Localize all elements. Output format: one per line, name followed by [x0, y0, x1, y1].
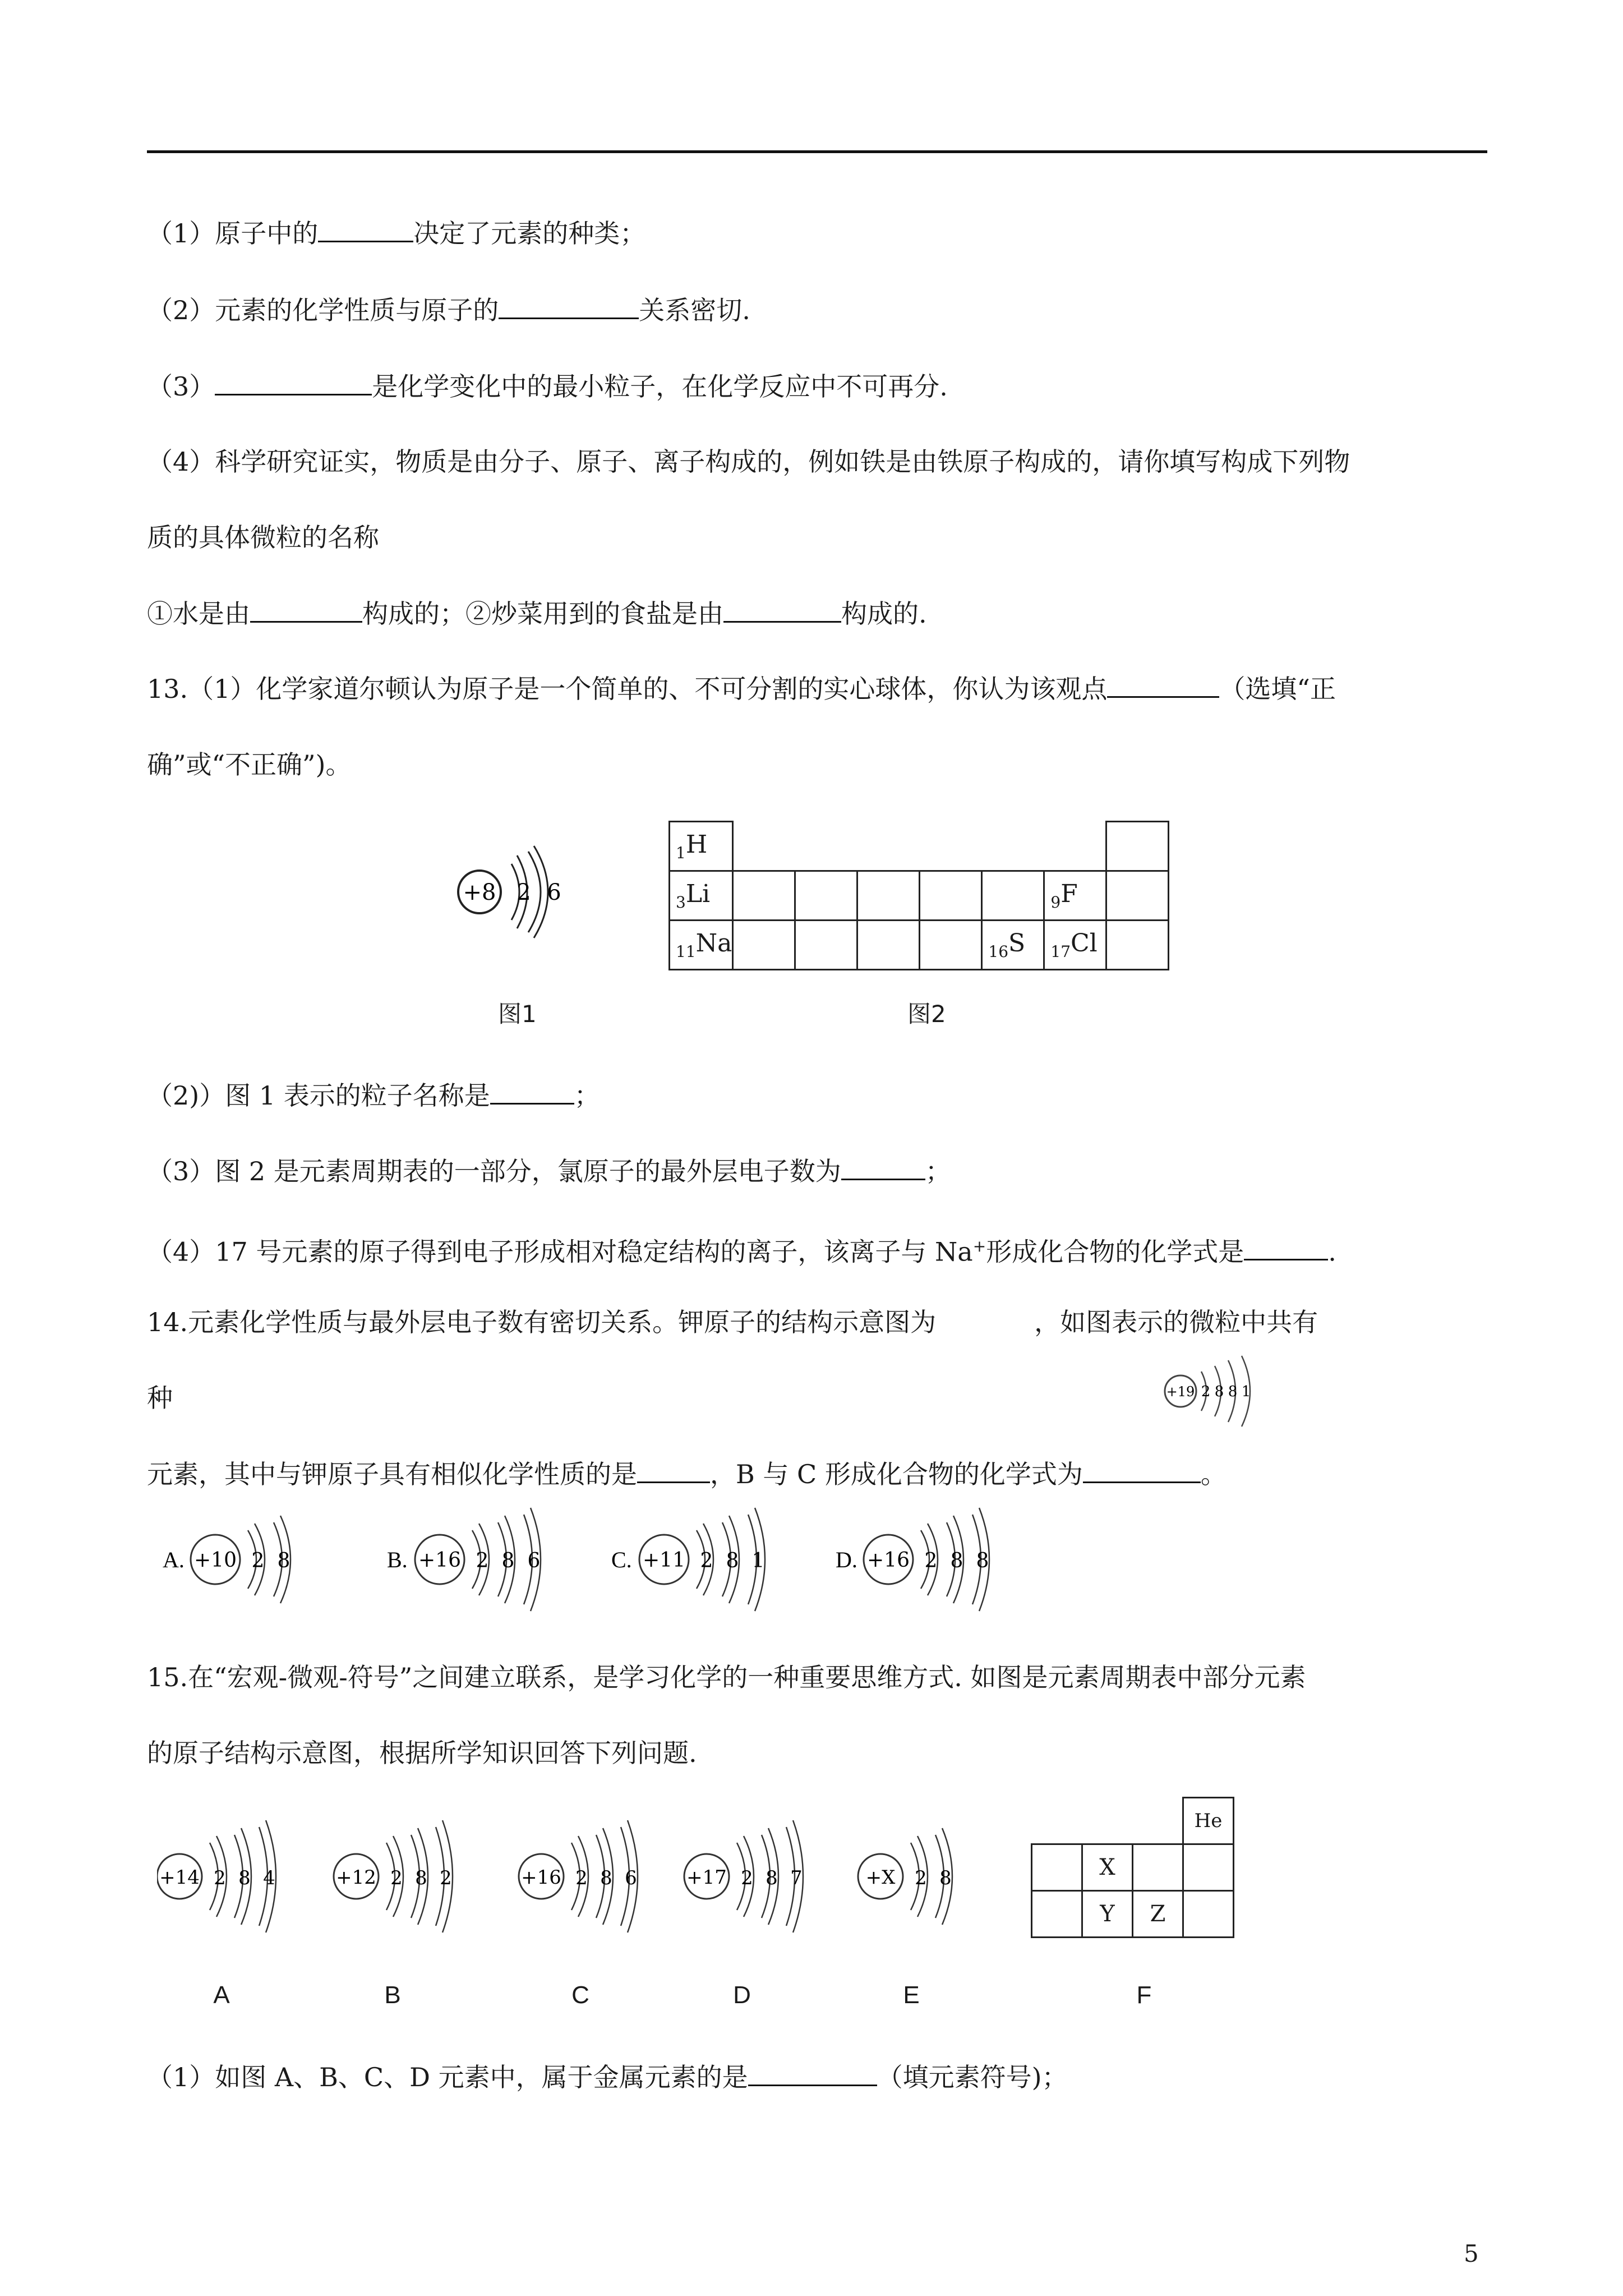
q12-part4: （4）科学研究证实，物质是由分子、原子、离子构成的，例如铁是由铁原子构成的，请你填写构成下列物 — [147, 447, 1350, 477]
label-d: D — [733, 1981, 751, 2009]
cell-he: He — [1183, 1798, 1234, 1844]
q13-part2: （2)）图 1 表示的粒子名称是 ； — [147, 1078, 1487, 1112]
atom-diagram — [611, 1508, 765, 1611]
label-a: A — [213, 1981, 230, 2009]
q12-part2: （2）元素的化学性质与原子的 关系密切. — [147, 293, 1487, 327]
nucleus-charge: +16 — [867, 1549, 910, 1572]
atom-diagram — [836, 1508, 989, 1611]
q12-part4-answers: ①水是由 构成的；②炒菜用到的食盐是由 构成的. — [147, 596, 1487, 631]
q12-part3: （3） 是化学变化中的最小粒子，在化学反应中不可再分. — [147, 369, 1487, 403]
answer-blank[interactable] — [250, 596, 362, 623]
shell-electrons: 2 — [741, 1867, 753, 1889]
shell-electrons: 2 — [390, 1867, 403, 1889]
q15-intro-cont: 的原子结构示意图，根据所学知识回答下列问题. — [147, 1738, 697, 1768]
nucleus-charge: +11 — [643, 1549, 685, 1572]
q12-part1: （1）原子中的 决定了元素的种类； — [147, 216, 1487, 250]
page-number: 5 — [1464, 2240, 1479, 2267]
atom-diagram — [519, 1820, 638, 1932]
q15-intro: 15.在“宏观-微观-符号”之间建立联系，是学习化学的一种重要思维方式. 如图是元素周期表中部分元素 — [147, 1662, 1306, 1692]
fig1-caption: 图1 — [498, 1000, 537, 1028]
nucleus-charge: +12 — [336, 1866, 376, 1889]
cell-f: $_9$F — [1044, 871, 1106, 921]
cell-x: X — [1082, 1844, 1133, 1891]
shell-electrons: 8 — [726, 1549, 739, 1572]
option-label: D. — [836, 1547, 857, 1572]
fig2-periodic-table — [668, 821, 1169, 970]
nucleus-charge: +16 — [521, 1866, 561, 1889]
q14-diagram-group — [163, 1508, 989, 1611]
answer-blank[interactable] — [841, 1154, 925, 1180]
shell-electrons: 8 — [976, 1549, 989, 1572]
shell-electrons: 2 — [214, 1867, 226, 1889]
answer-blank[interactable] — [490, 1078, 574, 1105]
answer-blank[interactable] — [723, 596, 841, 623]
shell-electrons: 8 — [277, 1549, 291, 1572]
answer-blank[interactable] — [1083, 1457, 1201, 1483]
label-e: E — [903, 1981, 920, 2009]
q14-options — [163, 1503, 1015, 1616]
shell-electrons: 7 — [790, 1867, 803, 1889]
nucleus-charge: +17 — [686, 1866, 727, 1889]
answer-blank[interactable] — [318, 216, 413, 242]
atom-diagram — [858, 1828, 952, 1925]
q13-part3: （3）图 2 是元素周期表的一部分，氯原子的最外层电子数为 ； — [147, 1154, 1487, 1188]
cell-na: $_{11}$Na — [670, 921, 733, 970]
cell-cl: $_{17}$Cl — [1044, 921, 1106, 970]
shell-electrons: 8 — [600, 1867, 612, 1889]
cell-s: $_{16}$S — [982, 921, 1044, 970]
fig-f-periodic-table — [1031, 1797, 1234, 1938]
answer-blank[interactable] — [215, 369, 372, 395]
shell-electrons: 8 — [238, 1867, 251, 1889]
answer-blank[interactable] — [748, 2060, 877, 2086]
answer-blank[interactable] — [1244, 1234, 1328, 1260]
q13-part1-cont: 确”或“不正确”)。 — [147, 749, 352, 780]
shell-electrons: 2 — [915, 1867, 927, 1889]
shell-electrons: 2 — [440, 1867, 452, 1889]
shell-electrons: 2 — [924, 1549, 938, 1572]
potassium-atom-diagram — [1161, 1349, 1267, 1433]
nucleus-charge: +19 — [1166, 1384, 1195, 1400]
atom-diagram — [684, 1820, 803, 1932]
cell-y: Y — [1082, 1891, 1133, 1938]
shell-electrons: 8 — [1228, 1383, 1238, 1400]
shell-electrons: 2 — [575, 1867, 588, 1889]
cell-h: $_1$H — [670, 822, 733, 871]
label-c: C — [571, 1981, 589, 2009]
shell-electrons: 8 — [939, 1867, 952, 1889]
q13-part1: 13.（1）化学家道尔顿认为原子是一个简单的、不可分割的实心球体，你认为该观点 （选填“正 — [147, 671, 1487, 706]
option-label: A. — [163, 1547, 185, 1572]
q12-part4-cont: 质的具体微粒的名称 — [147, 522, 379, 553]
q14-question: 元素，其中与钾原子具有相似化学性质的是 ，B 与 C 形成化合物的化学式为 。 — [147, 1457, 1487, 1491]
nucleus-charge: +14 — [159, 1866, 200, 1889]
shell-electrons: 8 — [415, 1867, 427, 1889]
shell-electrons: 8 — [766, 1867, 778, 1889]
shell-electrons: 6 — [547, 880, 561, 905]
q14-intro-cont: 种 — [147, 1383, 173, 1413]
answer-blank[interactable] — [637, 1457, 710, 1483]
nucleus-charge: +8 — [463, 880, 496, 905]
shell-electrons: 4 — [263, 1867, 275, 1889]
cell-li: $_3$Li — [670, 871, 733, 921]
fig1-atom-diagram — [454, 830, 578, 954]
q13-part4: （4）17 号元素的原子得到电子形成相对稳定结构的离子，该离子与 Na+形成化合物的化学式是 . — [147, 1230, 1487, 1268]
shell-electrons: 8 — [1214, 1383, 1224, 1400]
nucleus-charge: +10 — [194, 1549, 237, 1572]
cell-empty — [1106, 822, 1169, 871]
nucleus-charge: +16 — [418, 1549, 461, 1572]
atom-diagram — [387, 1508, 541, 1611]
label-f: F — [1136, 1981, 1152, 2009]
shell-electrons: 1 — [751, 1549, 765, 1572]
header-rule — [147, 150, 1487, 153]
shell-electrons: 2 — [1201, 1383, 1211, 1400]
q15-atoms — [157, 1812, 998, 1941]
cell-z: Z — [1133, 1891, 1183, 1938]
option-label: B. — [387, 1547, 408, 1572]
atom-diagram — [334, 1820, 453, 1932]
shell-electrons: 2 — [251, 1549, 265, 1572]
answer-blank[interactable] — [499, 293, 639, 319]
shell-electrons: 2 — [476, 1549, 489, 1572]
shell-electrons: 8 — [950, 1549, 963, 1572]
answer-blank[interactable] — [1107, 671, 1219, 698]
atom-diagram — [157, 1820, 276, 1932]
shell-electrons: 8 — [501, 1549, 515, 1572]
q15-diagram-group — [157, 1820, 952, 1932]
shell-electrons: 2 — [700, 1549, 713, 1572]
q15-part1: （1）如图 A、B、C、D 元素中，属于金属元素的是 （填元素符号)； — [147, 2060, 1487, 2094]
shell-electrons: 2 — [517, 880, 531, 905]
fig2-caption: 图2 — [907, 1000, 946, 1028]
q14-intro: 14.元素化学性质与最外层电子数有密切关系。钾原子的结构示意图为 ，如图表示的微粒中共有 — [147, 1307, 1318, 1337]
shell-electrons: 6 — [527, 1549, 541, 1572]
atom-diagram — [163, 1516, 291, 1603]
shell-electrons: 6 — [625, 1867, 637, 1889]
shell-electrons: 1 — [1241, 1383, 1251, 1400]
nucleus-charge: +X — [865, 1866, 896, 1889]
label-b: B — [384, 1981, 401, 2009]
option-label: C. — [611, 1547, 632, 1572]
